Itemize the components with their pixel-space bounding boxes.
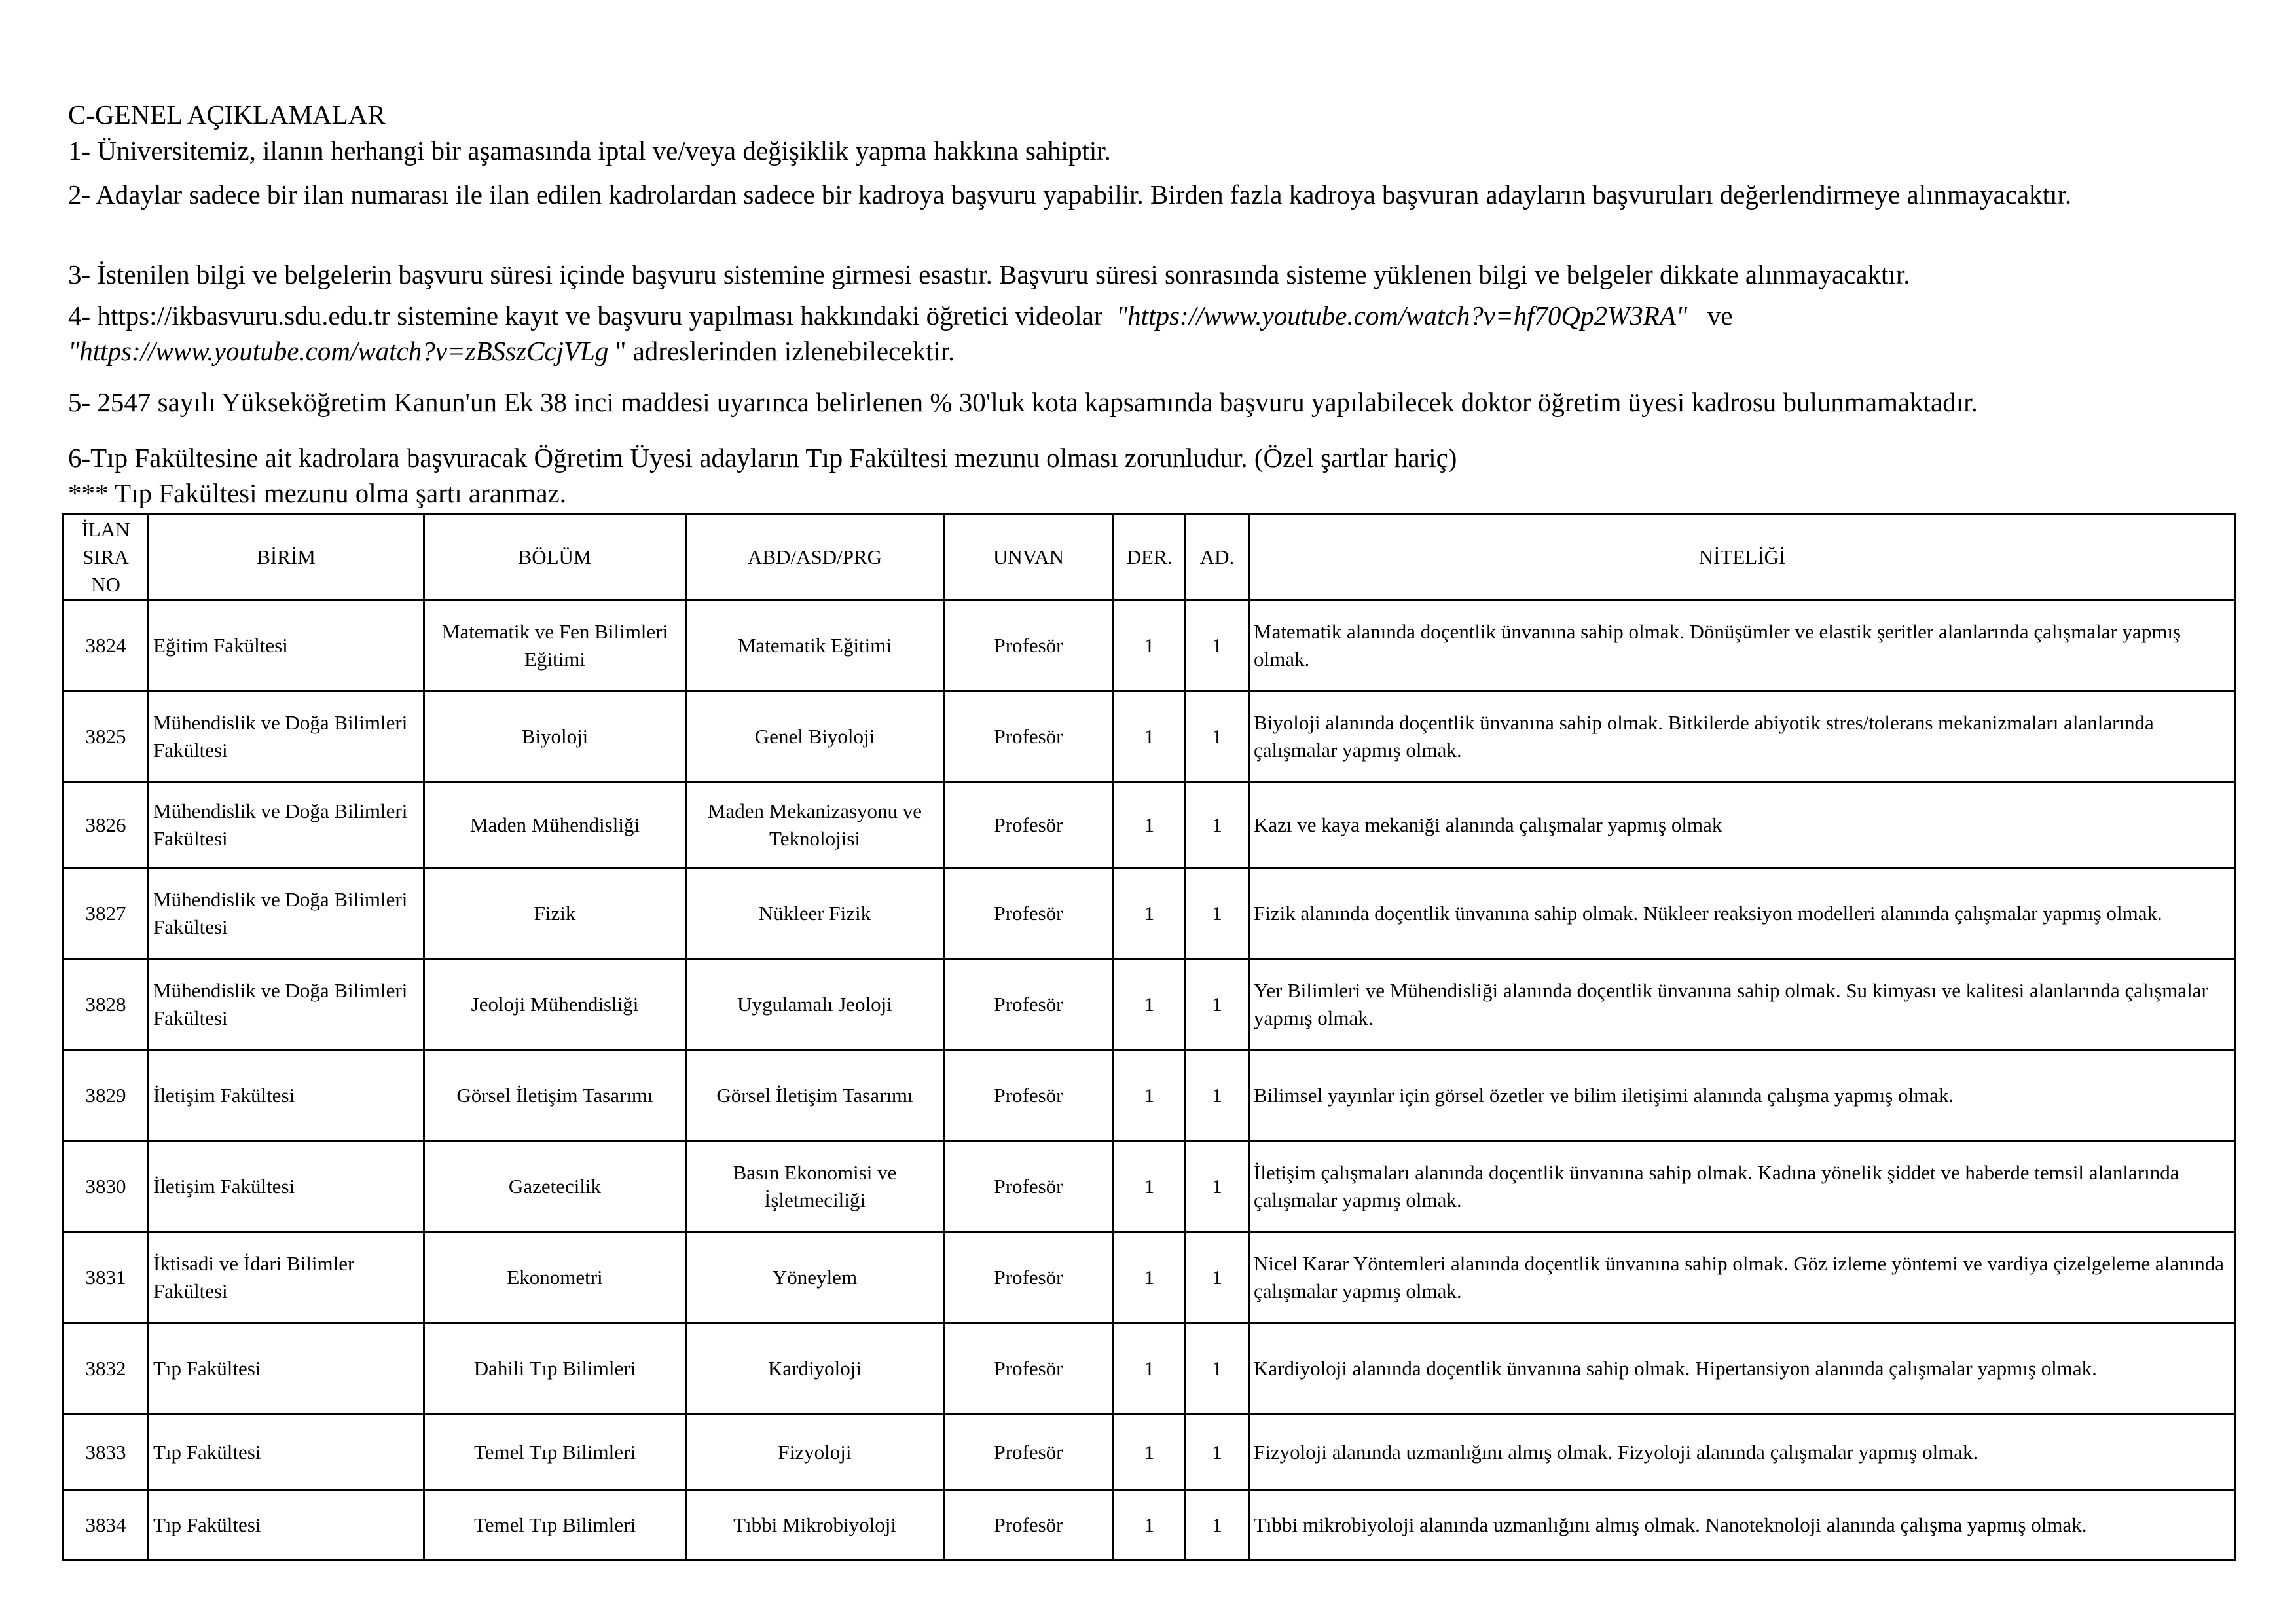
cell-ad: 1 (1186, 1323, 1249, 1414)
table-row (64, 1232, 2236, 1323)
cell-bolum: Maden Mühendisliği (424, 783, 686, 868)
cell-nitelik: Fizik alanında doçentlik ünvanına sahip olmak. Nükleer reaksiyon modelleri alanında çalışmalar yapmış olmak. (1249, 868, 2236, 959)
cell-abd: Matematik Eğitimi (686, 600, 944, 692)
cell-ad: 1 (1186, 959, 1249, 1050)
header-birim: BİRİM (149, 515, 424, 600)
cell-no: 3833 (64, 1414, 149, 1490)
table-row (64, 783, 2236, 868)
cell-ad: 1 (1186, 1490, 1249, 1560)
cell-nitelik: İletişim çalışmaları alanında doçentlik ünvanına sahip olmak. Kadına yönelik şiddet ve haberde temsil alanlarında çalışmalar yapmış olmak. (1249, 1141, 2236, 1232)
cell-no: 3827 (64, 868, 149, 959)
cell-ad: 1 (1186, 1232, 1249, 1323)
table-header-row (64, 515, 2236, 600)
cell-ad: 1 (1186, 600, 1249, 692)
cell-ad: 1 (1186, 783, 1249, 868)
header-der: DER. (1114, 515, 1186, 600)
cell-bolum: Ekonometri (424, 1232, 686, 1323)
note-item-6: 6-Tıp Fakültesine ait kadrolara başvuracak Öğretim Üyesi adayların Tıp Fakültesi mezunu olması zorunludur. (Özel şartlar hariç) (68, 443, 1457, 473)
cell-nitelik: Tıbbi mikrobiyoloji alanında uzmanlığını almış olmak. Nanoteknoloji alanında çalışma yapmış olmak. (1249, 1490, 2236, 1560)
cell-bolum: Görsel İletişim Tasarımı (424, 1050, 686, 1141)
cell-der: 1 (1114, 1414, 1186, 1490)
cell-unvan: Profesör (944, 783, 1114, 868)
cell-unvan: Profesör (944, 1050, 1114, 1141)
cell-birim: Tıp Fakültesi (149, 1414, 424, 1490)
cell-nitelik: Nicel Karar Yöntemleri alanında doçentlik ünvanına sahip olmak. Göz izleme yöntemi ve vardiya çizelgeleme alanında çalışmalar yapmış olmak. (1249, 1232, 2236, 1323)
cell-no: 3830 (64, 1141, 149, 1232)
cell-der: 1 (1114, 1323, 1186, 1414)
cell-unvan: Profesör (944, 1141, 1114, 1232)
header-bolum: BÖLÜM (424, 515, 686, 600)
cell-bolum: Biyoloji (424, 692, 686, 783)
cell-bolum: Temel Tıp Bilimleri (424, 1414, 686, 1490)
cell-nitelik: Kazı ve kaya mekaniği alanında çalışmalar yapmış olmak (1249, 783, 2236, 868)
cell-abd: Yöneylem (686, 1232, 944, 1323)
cell-no: 3832 (64, 1323, 149, 1414)
cell-ad: 1 (1186, 1414, 1249, 1490)
header-ilan-no: İLAN SIRA NO (64, 515, 149, 600)
cell-no: 3825 (64, 692, 149, 783)
header-abd: ABD/ASD/PRG (686, 515, 944, 600)
cell-birim: Mühendislik ve Doğa Bilimleri Fakültesi (149, 959, 424, 1050)
position-table (62, 513, 2236, 1561)
cell-der: 1 (1114, 959, 1186, 1050)
cell-bolum: Temel Tıp Bilimleri (424, 1490, 686, 1560)
cell-nitelik: Yer Bilimleri ve Mühendisliği alanında doçentlik ünvanına sahip olmak. Su kimyası ve kalitesi alanlarında çalışmalar yapmış olmak. (1249, 959, 2236, 1050)
table-row (64, 1141, 2236, 1232)
cell-nitelik: Bilimsel yayınlar için görsel özetler ve bilim iletişimi alanında çalışma yapmış olmak. (1249, 1050, 2236, 1141)
cell-ad: 1 (1186, 692, 1249, 783)
cell-birim: Mühendislik ve Doğa Bilimleri Fakültesi (149, 783, 424, 868)
cell-no: 3828 (64, 959, 149, 1050)
table-row (64, 1490, 2236, 1560)
cell-birim: Tıp Fakültesi (149, 1490, 424, 1560)
cell-der: 1 (1114, 1232, 1186, 1323)
cell-nitelik: Biyoloji alanında doçentlik ünvanına sahip olmak. Bitkilerde abiyotik stres/tolerans mekanizmaları alanlarında çalışmalar yapmış olmak. (1249, 692, 2236, 783)
cell-birim: Mühendislik ve Doğa Bilimleri Fakültesi (149, 868, 424, 959)
note-item-3: 3- İstenilen bilgi ve belgelerin başvuru süresi içinde başvuru sistemine girmesi esastır. Başvuru süresi sonrasında sisteme yüklenen bilgi ve belgeler dikkate alınmayacaktır. (68, 259, 1910, 289)
table-row (64, 1050, 2236, 1141)
cell-bolum: Jeoloji Mühendisliği (424, 959, 686, 1050)
tutorial-video-link-2[interactable]: "https://www.youtube.com/watch?v=zBSszCcjVLg (68, 336, 609, 366)
cell-no: 3826 (64, 783, 149, 868)
note-item-4-and: ve (1707, 301, 1733, 331)
header-niteligi: NİTELİĞİ (1249, 515, 2236, 600)
cell-abd: Tıbbi Mikrobiyoloji (686, 1490, 944, 1560)
cell-no: 3834 (64, 1490, 149, 1560)
cell-der: 1 (1114, 692, 1186, 783)
notes-heading: C-GENEL AÇIKLAMALAR (68, 100, 386, 130)
cell-der: 1 (1114, 1490, 1186, 1560)
note-item-4-line-2 (68, 333, 955, 369)
cell-abd: Fizyoloji (686, 1414, 944, 1490)
cell-der: 1 (1114, 783, 1186, 868)
cell-birim: Tıp Fakültesi (149, 1323, 424, 1414)
cell-der: 1 (1114, 1141, 1186, 1232)
note-item-4-prefix: 4- https://ikbasvuru.sdu.edu.tr sistemine kayıt ve başvuru yapılması hakkındaki öğretici videolar (68, 301, 1103, 331)
cell-unvan: Profesör (944, 1414, 1114, 1490)
header-ad: AD. (1186, 515, 1249, 600)
table-row (64, 959, 2236, 1050)
table-row (64, 1323, 2236, 1414)
note-item-5: 5- 2547 sayılı Yükseköğretim Kanun'un Ek 38 inci maddesi uyarınca belirlenen % 30'luk kota kapsamında başvuru yapılabilecek doktor öğretim üyesi kadrosu bulunmamaktadır. (68, 387, 1978, 417)
cell-no: 3831 (64, 1232, 149, 1323)
cell-unvan: Profesör (944, 959, 1114, 1050)
tutorial-video-link-1[interactable]: "https://www.youtube.com/watch?v=hf70Qp2W3RA" (1116, 301, 1688, 331)
table-row (64, 692, 2236, 783)
cell-no: 3829 (64, 1050, 149, 1141)
cell-abd: Maden Mekanizasyonu ve Teknolojisi (686, 783, 944, 868)
cell-birim: İletişim Fakültesi (149, 1050, 424, 1141)
cell-unvan: Profesör (944, 1232, 1114, 1323)
cell-der: 1 (1114, 868, 1186, 959)
cell-bolum: Matematik ve Fen Bilimleri Eğitimi (424, 600, 686, 692)
cell-unvan: Profesör (944, 1323, 1114, 1414)
cell-abd: Uygulamalı Jeoloji (686, 959, 944, 1050)
cell-bolum: Fizik (424, 868, 686, 959)
cell-unvan: Profesör (944, 600, 1114, 692)
table-row (64, 868, 2236, 959)
cell-unvan: Profesör (944, 692, 1114, 783)
table-row (64, 1414, 2236, 1490)
note-item-2: 2- Adaylar sadece bir ilan numarası ile ilan edilen kadrolardan sadece bir kadroya başvuru yapabilir. Birden fazla kadroya başvuran adayların başvuruları değerlendirmeye alınmayacaktır. (68, 179, 2072, 210)
cell-birim: Eğitim Fakültesi (149, 600, 424, 692)
cell-ad: 1 (1186, 1141, 1249, 1232)
cell-der: 1 (1114, 600, 1186, 692)
cell-der: 1 (1114, 1050, 1186, 1141)
note-item-4-suffix: " adreslerinden izlenebilecektir. (615, 336, 955, 366)
cell-nitelik: Fizyoloji alanında uzmanlığını almış olmak. Fizyoloji alanında çalışmalar yapmış olmak. (1249, 1414, 2236, 1490)
note-item-1: 1- Üniversitemiz, ilanın herhangi bir aşamasında iptal ve/veya değişiklik yapma hakkına sahiptir. (68, 136, 1111, 166)
cell-abd: Görsel İletişim Tasarımı (686, 1050, 944, 1141)
cell-nitelik: Matematik alanında doçentlik ünvanına sahip olmak. Dönüşümler ve elastik şeritler alanlarında çalışmalar yapmış olmak. (1249, 600, 2236, 692)
cell-abd: Genel Biyoloji (686, 692, 944, 783)
cell-birim: Mühendislik ve Doğa Bilimleri Fakültesi (149, 692, 424, 783)
note-item-7: *** Tıp Fakültesi mezunu olma şartı aranmaz. (68, 478, 566, 508)
cell-abd: Kardiyoloji (686, 1323, 944, 1414)
header-unvan: UNVAN (944, 515, 1114, 600)
cell-ad: 1 (1186, 868, 1249, 959)
cell-birim: İletişim Fakültesi (149, 1141, 424, 1232)
cell-bolum: Dahili Tıp Bilimleri (424, 1323, 686, 1414)
cell-abd: Basın Ekonomisi ve İşletmeciliği (686, 1141, 944, 1232)
cell-nitelik: Kardiyoloji alanında doçentlik ünvanına sahip olmak. Hipertansiyon alanında çalışmalar yapmış olmak. (1249, 1323, 2236, 1414)
cell-unvan: Profesör (944, 1490, 1114, 1560)
cell-abd: Nükleer Fizik (686, 868, 944, 959)
table-row (64, 600, 2236, 692)
cell-ad: 1 (1186, 1050, 1249, 1141)
cell-no: 3824 (64, 600, 149, 692)
cell-unvan: Profesör (944, 868, 1114, 959)
note-item-4-line-1 (68, 298, 1733, 333)
cell-birim: İktisadi ve İdari Bilimler Fakültesi (149, 1232, 424, 1323)
cell-bolum: Gazetecilik (424, 1141, 686, 1232)
